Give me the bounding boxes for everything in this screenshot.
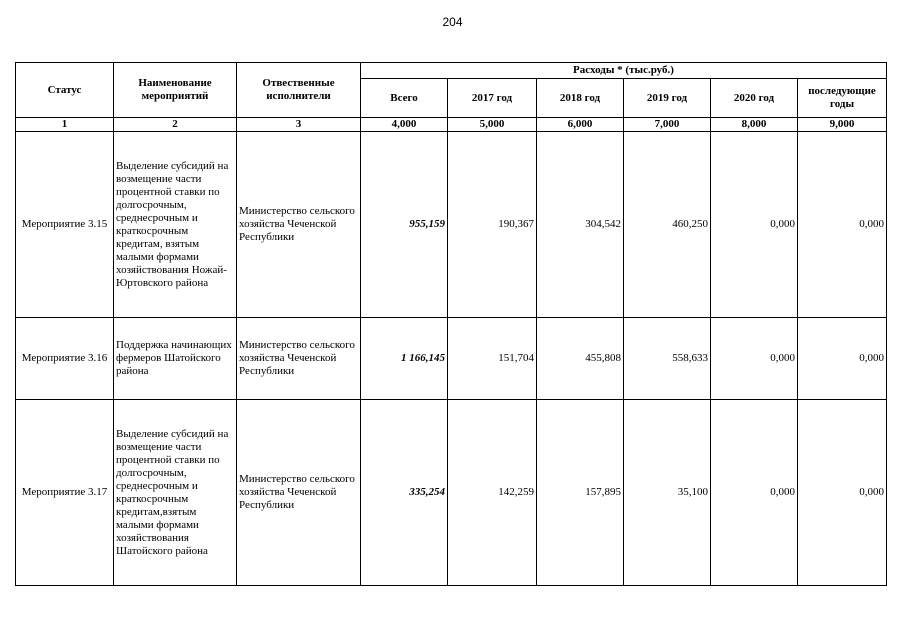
header-later: последующие годы [798, 79, 887, 118]
status-cell: Мероприятие 3.15 [16, 132, 114, 318]
total-cell: 335,254 [361, 400, 448, 586]
header-name: Наименование мероприятий [114, 63, 237, 118]
header-2020: 2020 год [711, 79, 798, 118]
column-number: 4,000 [361, 118, 448, 132]
total-cell: 955,159 [361, 132, 448, 318]
value-2020-cell: 0,000 [711, 318, 798, 400]
column-number: 9,000 [798, 118, 887, 132]
header-total: Всего [361, 79, 448, 118]
header-2019: 2019 год [624, 79, 711, 118]
name-cell: Выделение субсидий на возмещение части процентной ставки по долгосрочным, среднесрочным и краткосрочным кредитам, взятым малыми формами хозяйствования Ножай-Юртовского района [114, 132, 237, 318]
value-2017-cell: 190,367 [448, 132, 537, 318]
table-row [16, 318, 887, 400]
header-2018: 2018 год [537, 79, 624, 118]
value-2019-cell: 558,633 [624, 318, 711, 400]
total-cell: 1 166,145 [361, 318, 448, 400]
budget-table [15, 62, 887, 586]
column-numbers-row [16, 118, 887, 132]
value-2020-cell: 0,000 [711, 132, 798, 318]
column-number: 8,000 [711, 118, 798, 132]
table-row [16, 132, 887, 318]
status-cell: Мероприятие 3.16 [16, 318, 114, 400]
header-2017: 2017 год [448, 79, 537, 118]
column-number: 2 [114, 118, 237, 132]
value-2018-cell: 157,895 [537, 400, 624, 586]
executor-cell: Министерство сельского хозяйства Чеченской Республики [237, 132, 361, 318]
value-2019-cell: 460,250 [624, 132, 711, 318]
value-later-cell: 0,000 [798, 132, 887, 318]
status-cell: Мероприятие 3.17 [16, 400, 114, 586]
column-number: 6,000 [537, 118, 624, 132]
column-number: 1 [16, 118, 114, 132]
value-2018-cell: 455,808 [537, 318, 624, 400]
name-cell: Поддержка начинающих фермеров Шатойского района [114, 318, 237, 400]
table-row [16, 400, 887, 586]
column-number: 3 [237, 118, 361, 132]
value-later-cell: 0,000 [798, 400, 887, 586]
name-cell: Выделение субсидий на возмещение части процентной ставки по долгосрочным, среднесрочным и краткосрочным кредитам,взятым малыми формами хозяйствования Шатойского района [114, 400, 237, 586]
value-2019-cell: 35,100 [624, 400, 711, 586]
column-number: 5,000 [448, 118, 537, 132]
executor-cell: Министерство сельского хозяйства Чеченской Республики [237, 400, 361, 586]
header-status: Статус [16, 63, 114, 118]
value-2017-cell: 151,704 [448, 318, 537, 400]
value-2020-cell: 0,000 [711, 400, 798, 586]
value-2017-cell: 142,259 [448, 400, 537, 586]
header-executors: Отвественные исполнители [237, 63, 361, 118]
executor-cell: Министерство сельского хозяйства Чеченской Республики [237, 318, 361, 400]
value-later-cell: 0,000 [798, 318, 887, 400]
column-number: 7,000 [624, 118, 711, 132]
page-number: 204 [442, 15, 463, 29]
header-expenses: Расходы * (тыс.руб.) [361, 63, 887, 79]
value-2018-cell: 304,542 [537, 132, 624, 318]
